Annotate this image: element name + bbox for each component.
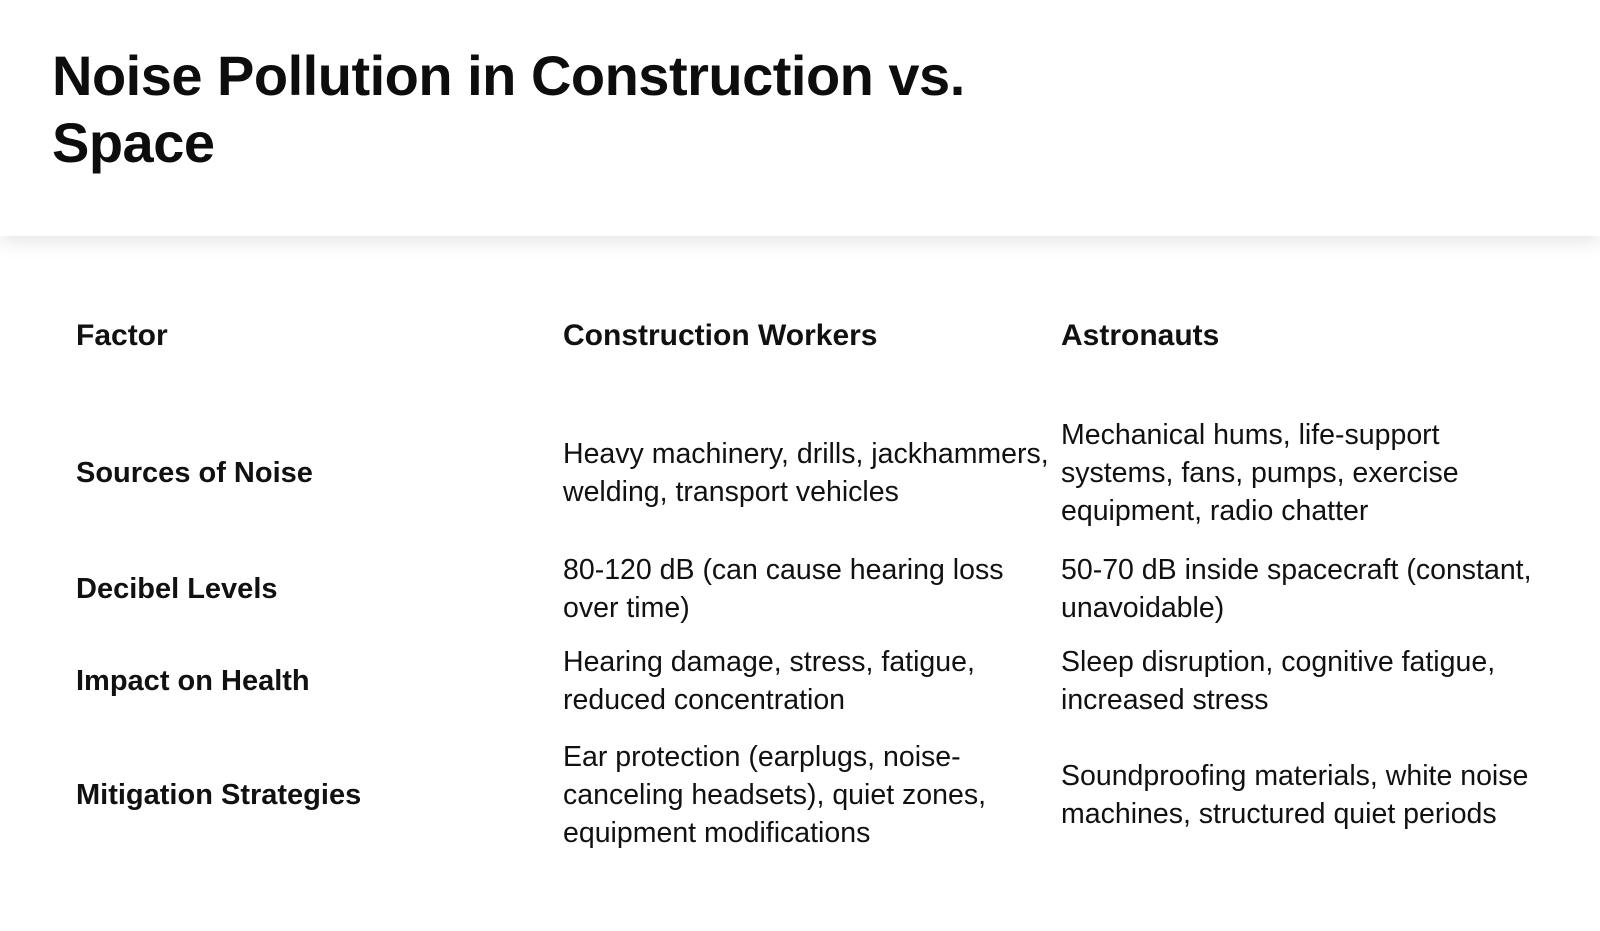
astronauts-cell: Soundproofing materials, white noise machines, structured quiet periods	[1061, 760, 1529, 830]
header-construction-workers: Construction Workers	[563, 319, 878, 352]
table-row	[76, 642, 1536, 720]
table-row	[76, 734, 1536, 856]
slide-title: Noise Pollution in Construction vs. Space	[52, 44, 965, 174]
header-factor: Factor	[76, 319, 168, 352]
construction-cell: Ear protection (earplugs, noise-canceling headsets), quiet zones, equipment modifications	[563, 741, 987, 849]
table-header-row	[76, 300, 1536, 372]
header-astronauts: Astronauts	[1061, 319, 1220, 352]
construction-cell: Heavy machinery, drills, jackhammers, welding, transport vehicles	[563, 438, 1049, 508]
astronauts-cell: Sleep disruption, cognitive fatigue, increased stress	[1061, 646, 1496, 716]
factor-cell: Mitigation Strategies	[76, 779, 362, 811]
factor-cell: Sources of Noise	[76, 457, 313, 489]
astronauts-cell: 50-70 dB inside spacecraft (constant, unavoidable)	[1061, 554, 1532, 624]
table-row	[76, 412, 1536, 534]
factor-cell: Impact on Health	[76, 665, 310, 697]
comparison-table	[76, 300, 1536, 856]
astronauts-cell: Mechanical hums, life-support systems, fans, pumps, exercise equipment, radio chatter	[1061, 419, 1459, 527]
construction-cell: 80-120 dB (can cause hearing loss over time)	[563, 554, 1004, 624]
title-banner	[0, 0, 1600, 236]
factor-cell: Decibel Levels	[76, 573, 278, 605]
table-row	[76, 550, 1536, 628]
construction-cell: Hearing damage, stress, fatigue, reduced concentration	[563, 646, 975, 716]
